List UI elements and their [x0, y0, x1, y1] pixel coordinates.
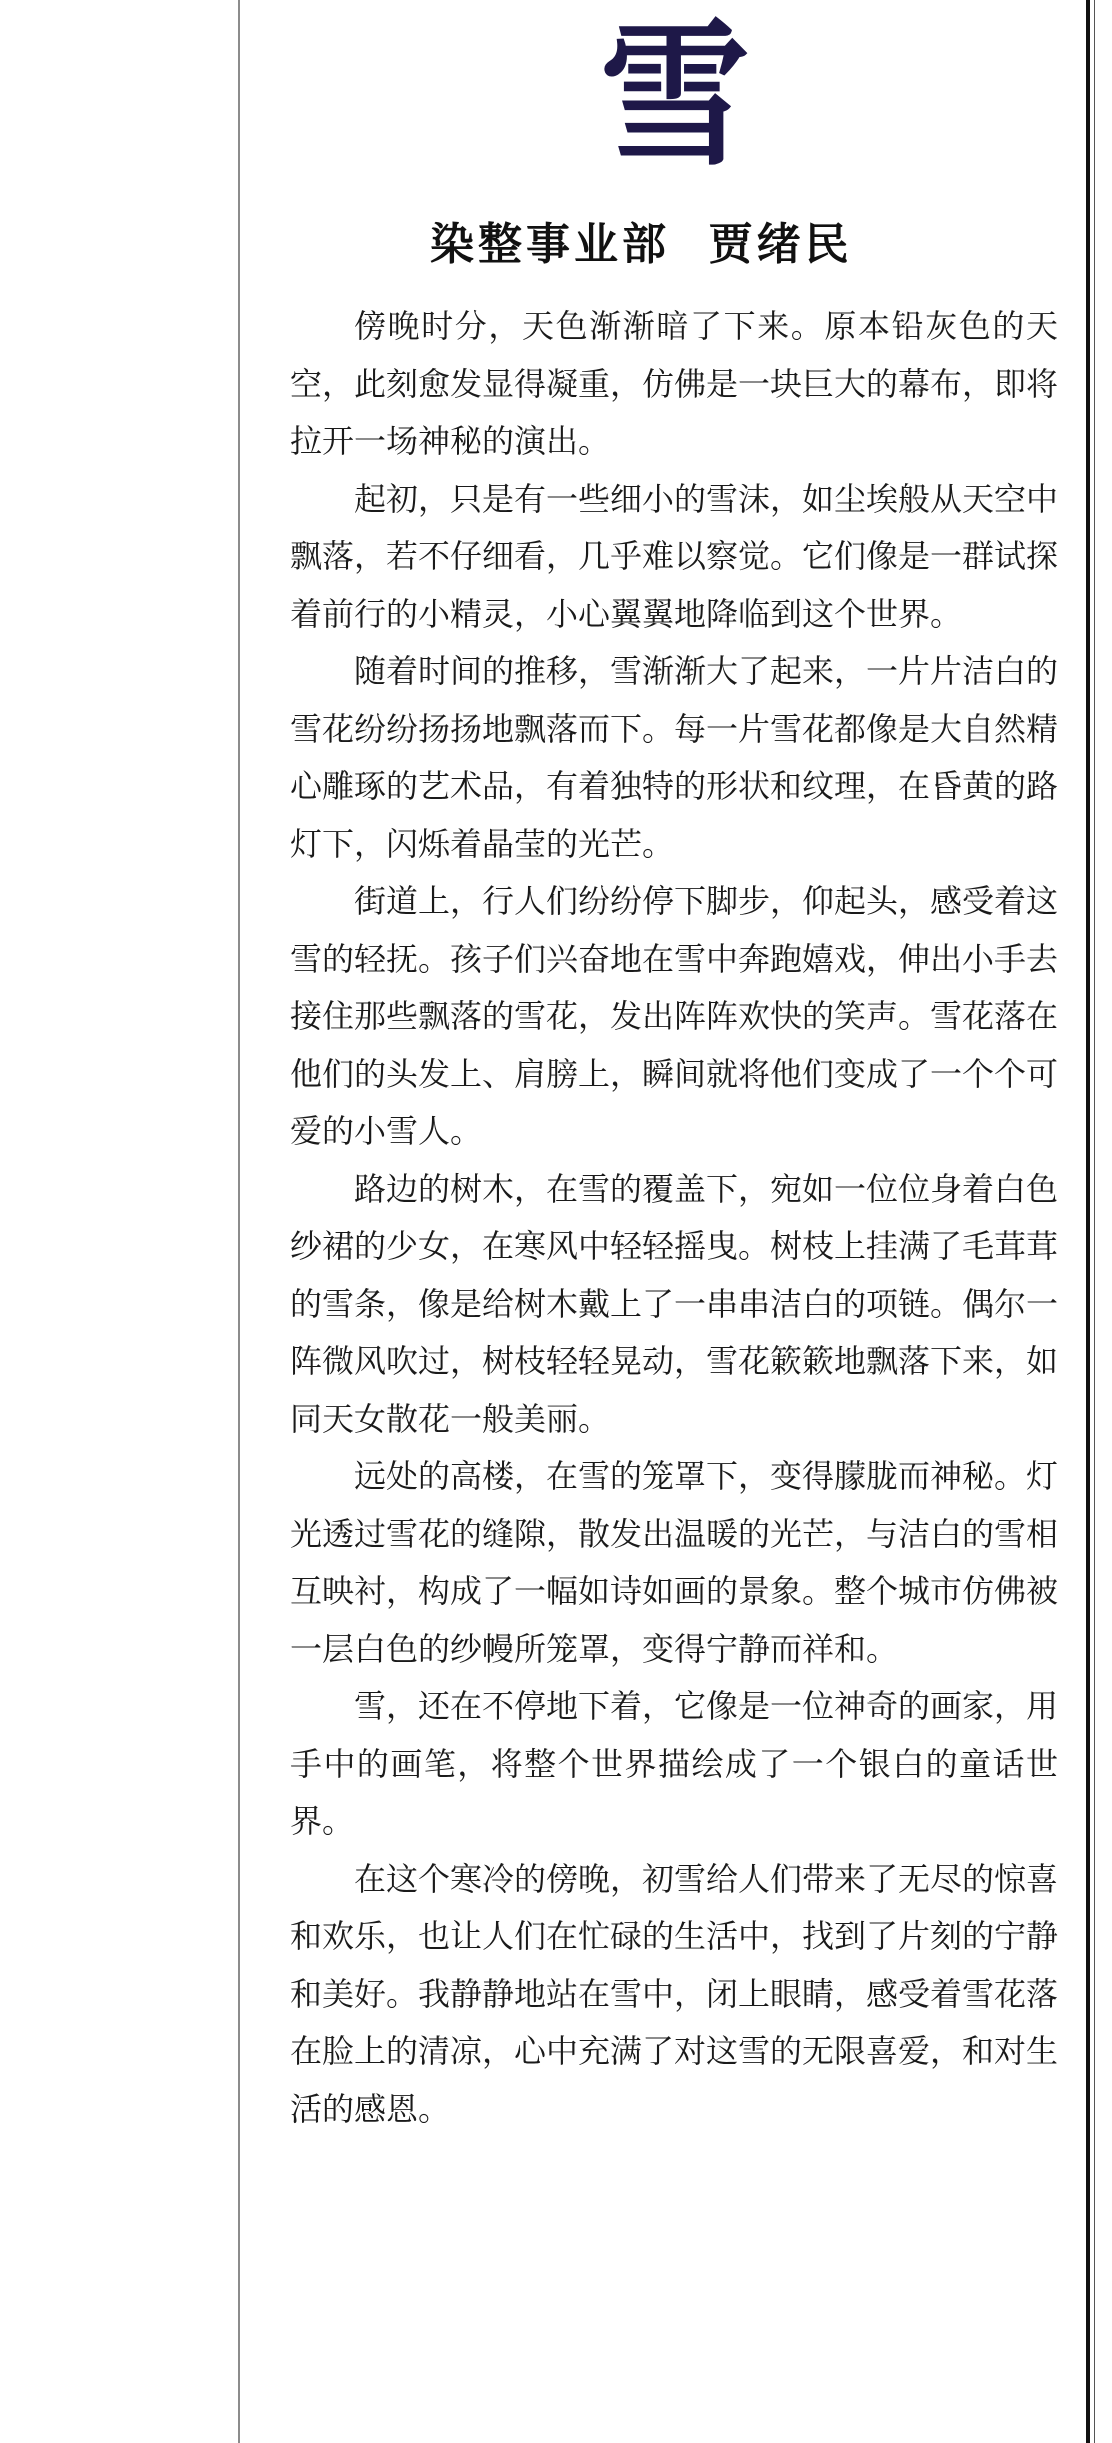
article-byline: 染整事业部 贾绪民 [430, 219, 853, 270]
paragraph: 远处的高楼，在雪的笼罩下，变得朦胧而神秘。灯光透过雪花的缝隙，散发出温暖的光芒，与洁白的雪相互映衬，构成了一幅如诗如画的景象。整个城市仿佛被一层白色的纱幔所笼罩，变得宁静而祥和。 [290, 1457, 1059, 1668]
paragraph: 随着时间的推移，雪渐渐大了起来，一片片洁白的雪花纷纷扬扬地飘落而下。每一片雪花都像是大自然精心雕琢的艺术品，有着独特的形状和纹理，在昏黄的路灯下，闪烁着晶莹的光芒。 [290, 652, 1059, 863]
paragraph: 路边的树木，在雪的覆盖下，宛如一位位身着白色纱裙的少女，在寒风中轻轻摇曳。树枝上挂满了毛茸茸的雪条，像是给树木戴上了一串串洁白的项链。偶尔一阵微风吹过，树枝轻轻晃动，雪花簌簌地飘落下来，如同天女散花一般美丽。 [290, 1169, 1059, 1438]
right-border-rule [1086, 0, 1090, 2443]
left-column-rule [238, 0, 240, 2443]
right-border-inner-rule [1094, 0, 1095, 2443]
paragraph: 傍晚时分，天色渐渐暗了下来。原本铅灰色的天空，此刻愈发显得凝重，仿佛是一块巨大的幕布，即将拉开一场神秘的演出。 [290, 307, 1059, 460]
article-title: 雪 [600, 5, 751, 189]
article-body [290, 298, 1058, 2138]
paragraph: 起初，只是有一些细小的雪沫，如尘埃般从天空中飘落，若不仔细看，几乎难以察觉。它们像是一群试探着前行的小精灵，小心翼翼地降临到这个世界。 [290, 479, 1059, 633]
paragraph: 在这个寒冷的傍晚，初雪给人们带来了无尽的惊喜和欢乐，也让人们在忙碌的生活中，找到了片刻的宁静和美好。我静静地站在雪中，闭上眼睛，感受着雪花落在脸上的清凉，心中充满了对这雪的无限喜爱，和对生活的感恩。 [290, 1859, 1059, 2128]
paragraph: 街道上，行人们纷纷停下脚步，仰起头，感受着这雪的轻抚。孩子们兴奋地在雪中奔跑嬉戏，伸出小手去接住那些飘落的雪花，发出阵阵欢快的笑声。雪花落在他们的头发上、肩膀上，瞬间就将他们变成了一个个可爱的小雪人。 [290, 882, 1059, 1150]
paragraph: 雪，还在不停地下着，它像是一位神奇的画家，用手中的画笔，将整个世界描绘成了一个银白的童话世界。 [290, 1687, 1059, 1840]
